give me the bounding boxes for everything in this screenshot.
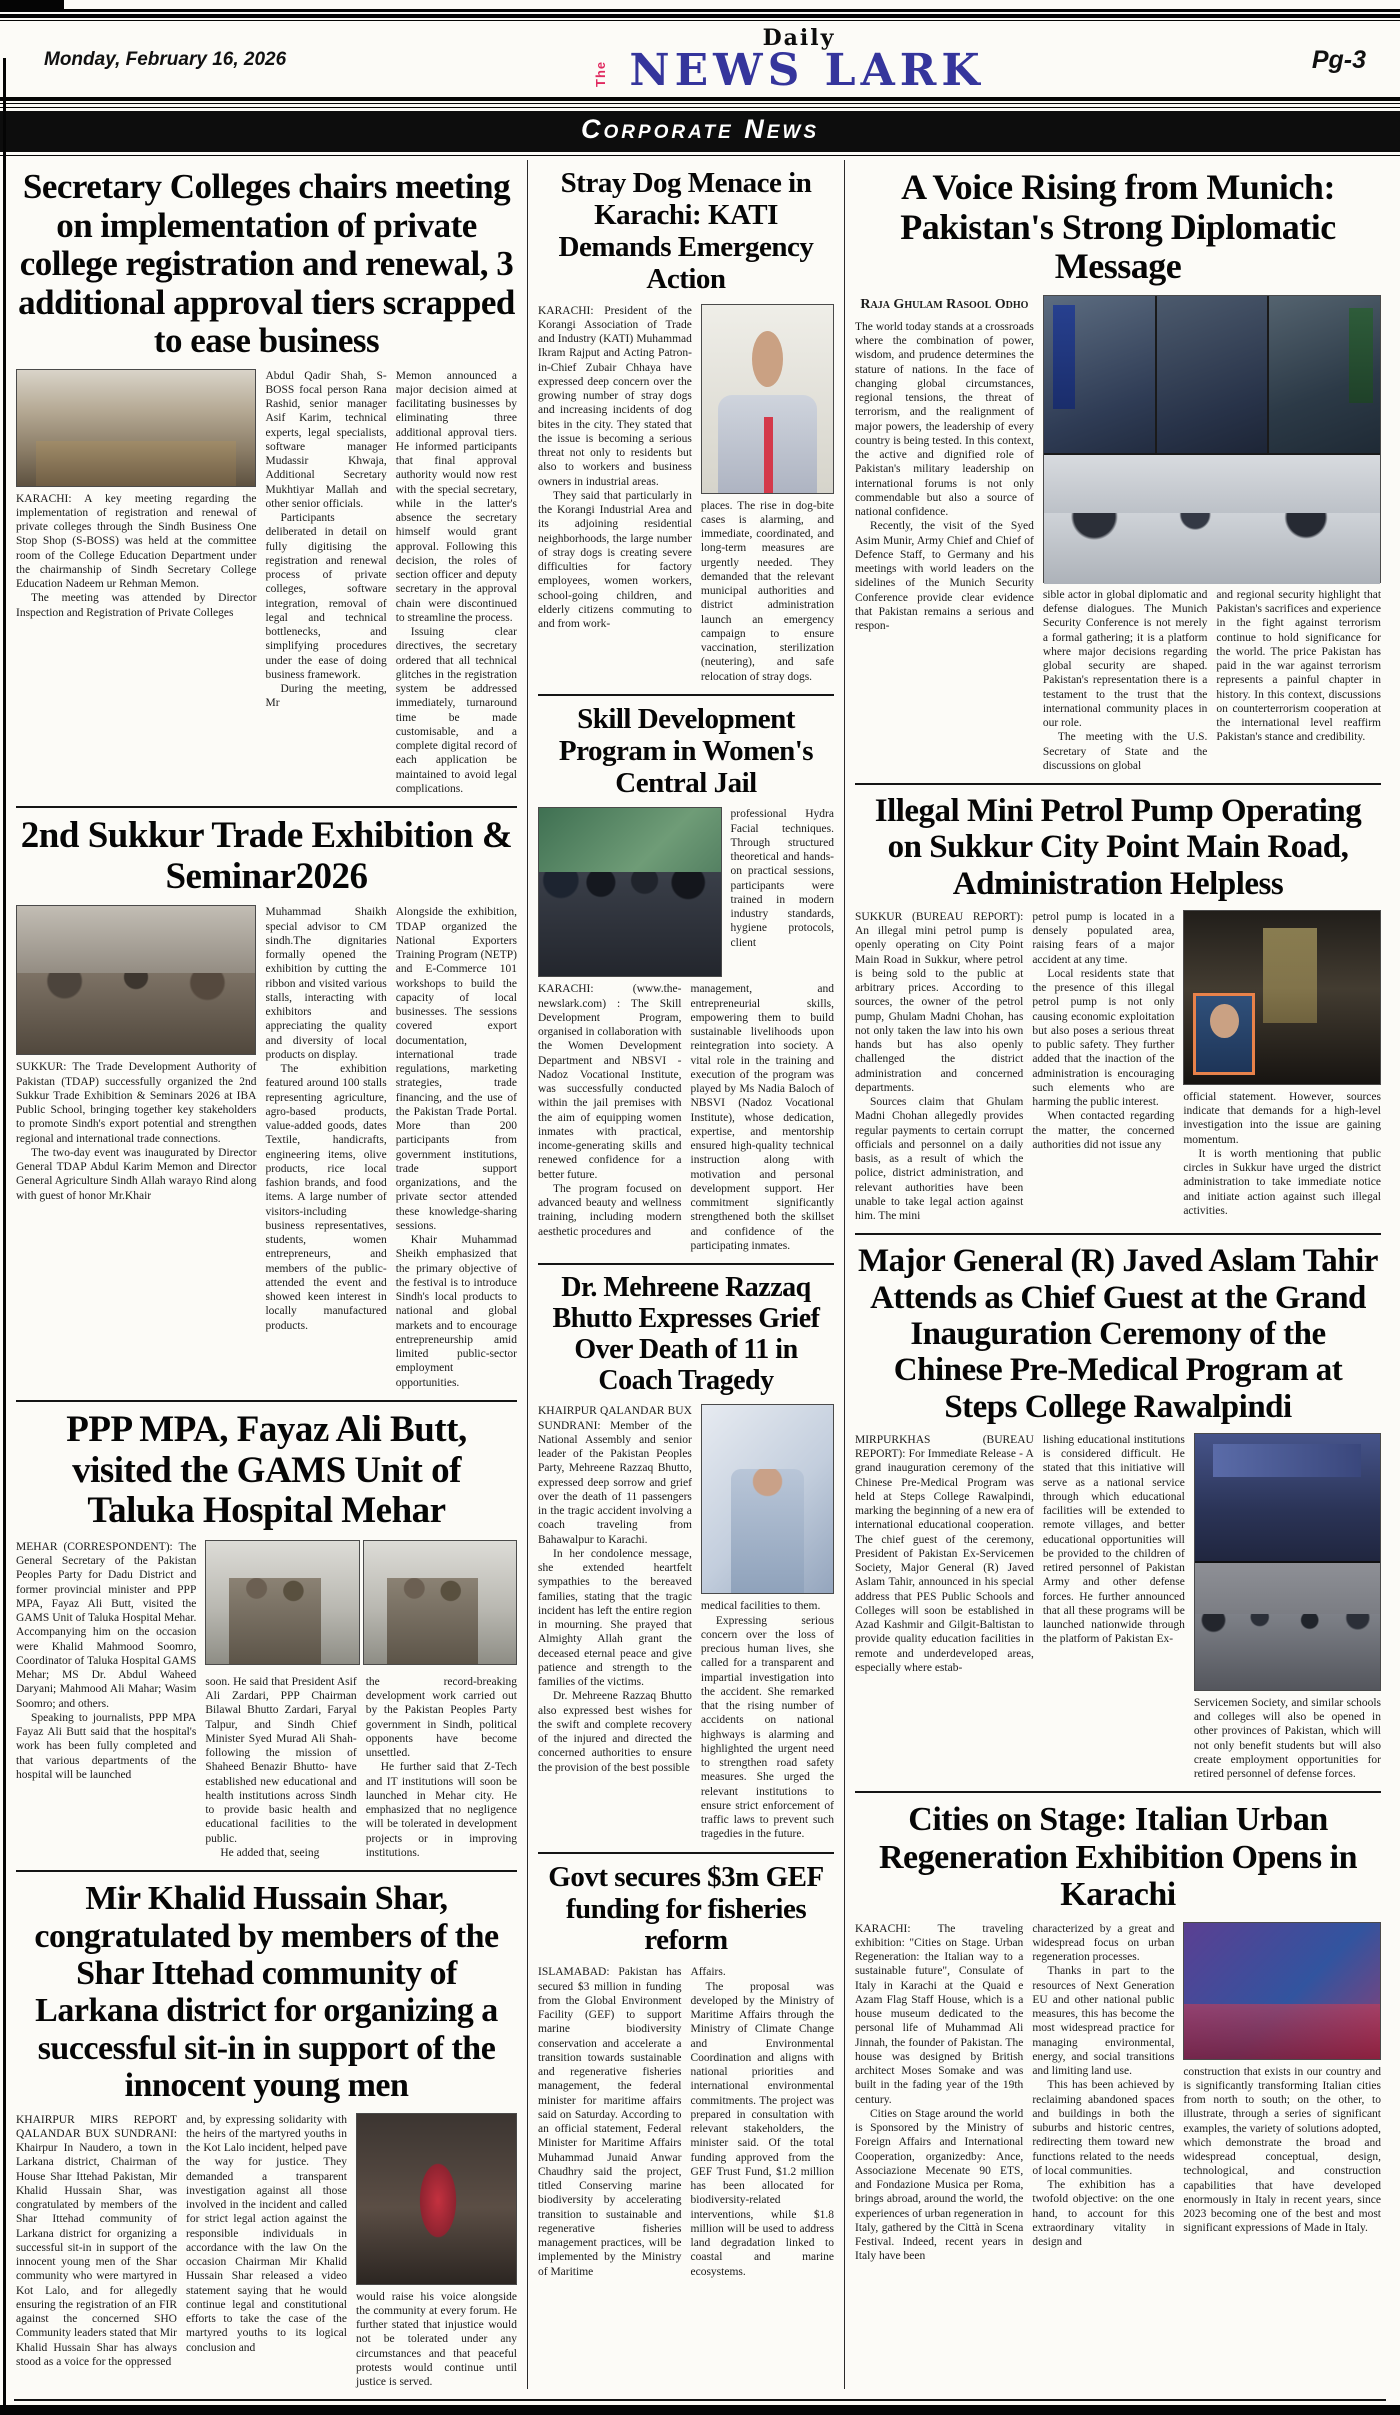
article-secretary-colleges <box>14 168 519 796</box>
article-text: medical facilities to them. Expressing serious concern over the loss of precious human lives, she called for a transparent and impartial investigation into the accident. She remarked that the rising number of accidents on national highways is alarming and highlighted the urgent need to strengthen road safety measures. She urged the relevant institutions to ensure strict enforcement of traffic laws to prevent such tragedies in the future. <box>700 1600 834 1841</box>
article-text: construction that exists in our country and is significantly transforming Italian cities from north to south; on the other, to illustrate, through a series of significant examples, the variety of solutions adopted, which demonstrate the broad and widespread conceptual, design, technological, and construction capabilities that have developed enormously in Italy in recent years, since 2023 becoming one of the best and most significant expressions of Made in Italy. <box>1183 2065 1381 2235</box>
article-divider <box>16 806 517 808</box>
headline: Cities on Stage: Italian Urban Regeneration Exhibition Opens in Karachi <box>878 1801 1357 1914</box>
article-text: Affairs. The proposal was developed by the Ministry of Maritime Affairs through the Ministry of Climate Change and Environmental Coordination and aligns with national priorities and international environmental commitments. The project was prepared in consultation with relevant stakeholders, the minister said. Of the total funding approved from the GEF Trust Fund, $1.2 million has been allocated for biodiversity-related interventions, while $1.8 million will be used to address land degradation linked to coastal and marine ecosystems. <box>690 1966 834 2278</box>
masthead-date: Monday, February 16, 2026 <box>44 49 287 70</box>
photo-hospital-visit-left <box>205 1540 359 1665</box>
article-cities-on-stage <box>853 1801 1383 2263</box>
photo-kati-president-portrait <box>701 304 834 494</box>
photo-delegation-meeting <box>1044 455 1380 584</box>
article-text: SUKKUR (BUREAU REPORT): An illegal mini petrol pump is openly operating on City Point Main Road in Sukkur, where petrol is being sold to the public at arbitrary prices. According to sources, the owner of the petrol pump, Ghulam Madni Chohan, has not only taken the law into his own hands but has also openly challenged the district administration and concerned departments. Sources claim that Ghulam Madni Chohan allegedly provides regular payments to certain corrupt officials and personnel on a daily basis, as a result of which the police, district administration, and relevant authorities have been unable to take legal action against him. The mini <box>855 910 1024 1223</box>
article-text: Muhammad Shaikh special advisor to CM sindh.The dignitaries formally opened the exhibition by cutting the ribbon and visited various stalls, interacting with exhibitors and appreciating the quality and diversity of local products on display. The exhibition featured around 100 stalls representing agriculture, agro-based products, value-added goods, dates Textile, handicrafts, engineering items, olive products, rice local fashion brands, and food items. A large number of visitors-including business representatives, students, women entrepreneurs, and members of the public-attended the event and showed keen interest in locally manufactured products. <box>265 906 387 1332</box>
photo-inauguration-banner <box>1195 1434 1380 1561</box>
logo-daily: Daily <box>762 25 836 51</box>
article-text: the record-breaking development work carried out by the Pakistan Peoples Party government in Sindh, political opponents have become unsettled. He further said that Z-Tech and IT institutions will soon be launched in Mehar city. He emphasized that no negligence will be tolerated in development projects or in improving institutions. <box>365 1675 518 1859</box>
masthead-rule-bottom <box>0 97 1400 104</box>
section-title: Corporate News <box>580 114 820 144</box>
headline: 2nd Sukkur Trade Exhibition & Seminar2026 <box>20 815 513 897</box>
article-divider <box>855 1791 1381 1793</box>
headline: Skill Development Program in Women's Central Jail <box>558 702 814 799</box>
article-stray-dog <box>536 168 836 684</box>
headline: Illegal Mini Petrol Pump Operating on Sukkur City Point Main Road, Administration Helpless <box>874 793 1362 902</box>
article-divider <box>855 1233 1381 1235</box>
article-text: Memon announced a major decision aimed at facilitating businesses by eliminating three additional approval tiers. He informed participants that final approval authority would now rest with the special secretary, while in the latter's absence the secretary himself would grant approval. Following this decision, the roles of section officer and deputy secretary in the approval chain were discontinued to streamline the process. Issuing clear directives, the secretary ordered that all technical glitches in the registration system be addressed immediately, turnaround time be made customisable, and a complete digital record of each application be maintained to avoid legal complications. <box>395 369 517 795</box>
photo-hospital-visit <box>205 1540 517 1665</box>
article-text: The world today stands at a crossroads where the combination of power, wisdom, and prudence determines the stature of nations. In the face of changing global circumstances, regional tensions, the threat of terrorism, and the realignment of major powers, the leadership of every country is being tested. In this context, the active and dignified role of Pakistan's military leadership on international forums is not only commendable but also a source of national confidence. Recently, the visit of the Syed Asim Munir, Army Chief and Chief of Defence Staff, to Germany and his meetings with world leaders on the sidelines of the Munich Security Conference provide clear evidence that Pakistan remains a serious and respon- <box>855 320 1034 633</box>
article-text: KARACHI: (www.the-newslark.com) : The Skill Development Program, organised in collaboration with the Women Development Department and NBSVI - Nadoz Vocational Institute, was successfully conducted within the jail premises with the aim of equipping women inmates with practical, income-generating skills and renewed confidence for a better future. The program focused on advanced beauty and wellness training, including modern aesthetic procedures and <box>538 983 682 1238</box>
article-javed-inauguration <box>853 1243 1383 1781</box>
article-text: lishing educational institutions is considered difficult. He stated that this initiative will serve as a national service through which educational facilities will be extended to remote villages, and better educational opportunities will be provided to the children of retired personnel of Pakistan Army and other defense forces. He further announced that all these programs will be launched nationwide through the platform of Pakistan Ex- <box>1042 1433 1185 1646</box>
scan-edge-bottom <box>0 2405 1400 2415</box>
article-sukkur-expo <box>14 816 519 1390</box>
photo-trade-exhibition-crowd <box>16 905 256 1055</box>
headline: Dr. Mehreene Razzaq Bhutto Expresses Grief Over Death of 11 in Coach Tragedy <box>552 1272 820 1396</box>
photo-college-meeting <box>16 369 256 487</box>
photo-handshake-officials <box>1157 296 1268 453</box>
article-text: Alongside the exhibition, TDAP organized the National Exporters Training Program (NETP) and E-Commerce 101 workshops to build the capacity of local businesses. The sessions covered export documentation, international trade regulations, marketing strategies, trade financing, and the use of the Pakistan Trade Portal. More than 200 participants from government institutions, trade support organizations, and the private sector attended these knowledge-sharing sessions. Khair Muhammad Sheikh emphasized that the primary objective of the festival is to introduce Sindh's local products to national and global markets and to encourage entrepreneurship amid limited public-sector employment opportunities. <box>395 906 517 1389</box>
page-columns <box>0 156 1400 2389</box>
article-text: KHAIRPUR QALANDAR BUX SUNDRANI: Member of the National Assembly and senior leader of the Pakistan Peoples Party, Mehreene Razzaq Bhutto, expressed deep sorrow and grief over the death of 11 passengers in the tragic accident involving a coach traveling from Bahawalpur to Karachi. In her condolence message, she extended heartfelt sympathies to the bereaved families, stating that the tragic incident has left the entire region in mourning. She prayed that Almighty Allah grant the deceased eternal peace and give patience and strength to the families of the victims. Dr. Mehreene Razzaq Bhutto also expressed best wishes for the swift and complete recovery of the injured and directed the concerned authorities to ensure the provision of the best possible <box>538 1405 692 1774</box>
column-left <box>14 160 519 2389</box>
byline: Raja Ghulam Rasool Odho <box>860 296 1029 312</box>
headline: Stray Dog Menace in Karachi: KATI Demands Emergency Action <box>558 167 814 295</box>
article-divider <box>538 1852 834 1854</box>
article-ppp-mpa-hospital <box>14 1410 519 1860</box>
article-text: places. The rise in dog-bite cases is alarming, and immediate, coordinated, and long-term measures are urgently needed. They demanded that the relevant municipal authorities and district administration launch an emergency campaign to ensure vaccination, sterilization (neutering), and safe relocation of stray dogs. <box>700 499 834 683</box>
article-text: Abdul Qadir Shah, S-BOSS focal person Rana Rashid, senior manager Asif Karim, technical experts, legal specialists, software manager Mudassir Khwaja, Additional Secretary Mukhtiyar Mallah and other senior officials. Participants deliberated in detail on fully digitising the registration and renewal process of private colleges, software integration, removal of legal and technical bottlenecks, and simplifying procedures under the ease of doing business framework. During the meeting, Mr <box>265 369 387 710</box>
photo-handshake-eu <box>1044 296 1155 453</box>
photo-owner-inset <box>1193 993 1255 1075</box>
column-rule <box>844 160 845 2389</box>
article-text: ISLAMABAD: Pakistan has secured $3 million in funding from the Global Environment Facility (GEF) to support marine biodiversity conservation and accelerate a transition towards sustainable and regenerative fisheries management, the federal minister for maritime affairs said on Saturday. According to an official statement, Federal Minister for Maritime Affairs Muhammad Junaid Anwar Chaudhry said the project, titled Conserving marine biodiversity by accelerating transition to sustainable and regenerative fisheries management practices, will be implemented by the Ministry of Maritime <box>538 1966 682 2278</box>
article-text: KARACHI: The traveling exhibition: "Cities on Stage. Urban Regeneration: the Italian way to a sustainable future", Consulate of Italy in Karachi at the Quaid e Azam Flag Staff House, which is a house museum dedicated to the personal life of Muhammad Ali Jinnah, the founder of Pakistan. The house was designed by British architect Moses Somake and was built in the fading year of the 19th century. Cities on Stage around the world is Sponsored by the Ministry of Foreign Affairs and International Cooperation, organizedby: Ance, Associazione Mecenate 90 ETS, and Fondazione Musica per Roma, brings abroad, around the world, the experiences of urban regeneration in Italy, gathered by the Città in Scena Festival. Indeed, recent years in Italy have been <box>855 1922 1024 2263</box>
column-middle <box>536 160 836 2389</box>
person-silhouette <box>752 331 783 387</box>
headline: Govt secures $3m GEF funding for fisheries reform <box>548 1860 824 1957</box>
article-divider <box>855 783 1381 785</box>
article-skill-jail <box>536 704 836 1253</box>
article-text: KARACHI: President of the Korangi Association of Trade and Industry (KATI) Muhammad Ikram Rajput and Acting Patron-in-Chief Zubair Chhaya have expressed deep concern over the growing number of stray dogs and increasing incidents of dog bites in the city. They stated that the issue is becoming a serious threat not only to residents but also to workers and business owners in industrial areas. They said that particularly in the Korangi Industrial Area and its adjoining residential neighborhoods, the large number of stray dogs is creating severe difficulties for factory employees, women workers, school-going children, and elderly citizens commuting to and from work- <box>538 304 692 631</box>
person-silhouette <box>764 417 773 492</box>
article-text: would raise his voice alongside the community at every forum. He further stated that injustice would not be tolerated under any circumstances and that peaceful protests would continue until justice is served. <box>356 2290 517 2389</box>
photo-steps-college-group <box>1194 1433 1381 1691</box>
article-mehreene-grief <box>536 1273 836 1841</box>
article-text: petrol pump is located in a densely populated area, raising fears of a major accident at any time. Local residents state that the presence of this illegal petrol pump is not only causing economic exploitation but also poses a serious threat to public safety. They further added that the inaction of the administration is encouraging such elements who are harming the public interest. When contacted regarding the matter, the concerned authorities did not issue any <box>1032 910 1175 1151</box>
logo-title: NEWS LARK <box>629 45 985 96</box>
article-text: MEHAR (CORRESPONDENT): The General Secretary of the Pakistan Peoples Party for Dadu District and former provincial minister and PPP MPA, Fayaz Ali Butt, visited the GAMS Unit of Taluka Hospital Mehar. Accompanying him on the occasion were Khalid Mahmood Soomro, Coordinator of Taluka Hospital GAMS Mehar; MS Dr. Abdul Waheed Daryani; Mahmood Ali Mahar; Wasim Soomro; and others. Speaking to journalists, PPP MPA Fayaz Ali Butt said that the hospital's work has been fully completed and that various departments of the hospital will be launched <box>16 1540 197 1781</box>
headline: PPP MPA, Fayaz Ali Butt, visited the GAMS Unit of Taluka Hospital Mehar <box>66 1408 467 1532</box>
article-text: soon. He said that President Asif Ali Zardari, PPP Chairman Bilawal Bhutto Zardari, Faryal Talpur, and Sindh Chief Minister Syed Murad Ali Shah-following the mission of Shaheed Benazir Bhutto- have established new educational and health institutions across Sindh to provide basic health and educational facilities to the public. He added that, seeing <box>205 1675 357 1859</box>
article-text: sible actor in global diplomatic and defense dialogues. The Munich Security Conference is not merely a formal gathering; it is a platform where major decisions regarding global security are shaped. Pakistan's representation there is a testament to the trust that the international community places in our role. The meeting with the U.S. Secretary of State and the discussions on global <box>1042 588 1208 772</box>
article-text: management, and entrepreneurial skills, empowering them to build sustainable livelihoods upon reintegration into society. A vital role in the training and execution of the program was played by Ms Nadia Baloch of NBSVI (Nadoz Vocational Institute), whose dedication, expertise, and mentorship ensured high-quality technical instruction along with motivation and personal development support. Her commitment significantly strengthened both the skillset and confidence of the participating inmates. <box>690 983 834 1252</box>
article-text: characterized by a great and widespread focus on urban regeneration processes. Thanks in part to the resources of Next Generation EU and other national public measures, this has become the most widespread practice for managing environmental, energy, and social transitions and limiting land use. This has been achieved by reclaiming abandoned spaces and buildings in both the suburbs and historic centres, redirecting them toward new functions related to the needs of local communities. The exhibition has a twofold objective: on the one hand, to account for this extraordinary vitality in design and <box>1032 1922 1175 2249</box>
article-text: Servicemen Society, and similar schools and colleges will also be opened in other provinces of Pakistan, which will not only benefit students but will also create employment opportunities for retired personnel of defense forces. <box>1193 1696 1381 1781</box>
photo-exhibition-stage <box>1183 1922 1381 2060</box>
article-text: and, by expressing solidarity with the heirs of the martyred youths in the Kot Lalo incident, helped pave the way for justice. They demanded a transparent investigation against all those involved in the incident and called for strict legal action against the responsible individuals in accordance with the law On the occasion Chairman Mir Khalid Hussain Shar released a video statement saying that he would continue legal and constitutional efforts to take the case of the martyred youths to its logical conclusion and <box>186 2113 347 2354</box>
article-gef-funding <box>536 1862 836 2279</box>
photo-munich-montage <box>1043 295 1381 583</box>
section-header <box>0 111 1400 152</box>
article-divider <box>16 1400 517 1402</box>
column-right <box>853 160 1383 2389</box>
newspaper-logo <box>593 25 985 96</box>
article-illegal-petrol-pump <box>853 793 1383 1223</box>
logo-the: The <box>593 60 609 87</box>
photo-mehreene-seated <box>701 1404 834 1594</box>
masthead-rule-top <box>0 14 1400 21</box>
article-text: SUKKUR: The Trade Development Authority of Pakistan (TDAP) successfully organized the 2nd Sukkur Trade Exhibition & Seminars 2026 at IBA Public School, bringing together key stakeholders to promote Sindh's export potential and strengthen regional and international trade connections. The two-day event was inaugurated by Director General TDAP Abdul Karim Memon and Director General Agriculture Sindh Allah warayo Rind along with guest of honor Mr.Khair <box>16 1061 257 1202</box>
photo-handshake-flags <box>1269 296 1380 453</box>
scan-edge-left <box>3 58 6 2405</box>
article-divider <box>538 694 834 696</box>
article-text: official statement. However, sources indicate that demands for a high-level investigation into the issue are gaining momentum. It is worth mentioning that public circles in Sukkur have urged the district administration to take immediate notice and initiate action against such illegal activities. <box>1183 1090 1381 1217</box>
column-rule <box>527 160 528 2389</box>
article-mir-khalid <box>14 1880 519 2389</box>
article-text: KHAIRPUR MIRS REPORT QALANDAR BUX SUNDRANI: Khairpur In Naudero, a town in Larkana district, Chairman of House Shar Ittehad Pakistan, Mir Khalid Hussain Shar, was congratulated by members of the Shar Ittehad community of Larkana district for organizing a successful sit-in in support of the innocent young men of the Shar community who were martyred in Kot Lalo, and for allegedly ensuring the registration of an FIR against the concerned SHO Community leaders stated that Mir Khalid Hussain Shar has always stood as a voice for the oppressed <box>16 2113 177 2368</box>
photo-garlanded-chairman <box>356 2113 517 2285</box>
photo-group-outdoor <box>1195 1563 1380 1690</box>
photo-jail-program-group <box>538 807 722 977</box>
scan-edge-corner <box>0 0 64 11</box>
article-divider <box>538 1263 834 1265</box>
headline: Secretary Colleges chairs meeting on implementation of private college registration and renewal, 3 additional approval tiers scrapped to ease business <box>18 167 515 360</box>
headline: Major General (R) Javed Aslam Tahir Attends as Chief Guest at the Grand Inauguration Ceremony of the Chinese Pre-Medical Program at Steps College Rawalpindi <box>858 1243 1378 1425</box>
bottom-rule <box>14 2399 1386 2401</box>
article-munich-voice <box>853 168 1383 773</box>
page-number: Pg-3 <box>1311 45 1366 74</box>
top-rule <box>0 9 1400 12</box>
article-text: MIRPURKHAS (BUREAU REPORT): For Immediate Release - A grand inauguration ceremony of the Chinese Pre-Medical Program was held at Steps College Rawalpindi, marking the beginning of a new era of international educational cooperation. The chief guest of the ceremony, President of Pakistan Ex-Servicemen Society, Major General (R) Javed Aslam Tahir, announced in his special address that PES Public Schools and Colleges will soon be established in Azad Kashmir and Gilgit-Baltistan to provide quality education facilities in remote and underdeveloped areas, especially where estab- <box>855 1433 1034 1674</box>
article-divider <box>16 1870 517 1872</box>
article-text: KARACHI: A key meeting regarding the implementation of registration and renewal of private colleges through the Sindh Business One Stop Shop (S-BOSS) was held at the committee room of the College Education Department under the chairmanship of Sindh Secretary College Education Nadeem ur Rehman Memon. The meeting was attended by Director Inspection and Registration of Private Colleges <box>16 492 257 619</box>
photo-hospital-visit-right <box>363 1540 517 1665</box>
article-text: professional Hydra Facial techniques. Through structured theoretical and hands-on practical sessions, participants were trained in modern industry standards, hygiene protocols, client <box>730 808 834 949</box>
section-bar-frame <box>0 107 1400 156</box>
masthead <box>0 23 1400 95</box>
headline: Mir Khalid Hussain Shar, congratulated by members of the Shar Ittehad community of Larkana district for organizing a successful sit-in in support of the innocent young men <box>34 1880 499 2105</box>
article-text: and regional security highlight that Pakistan's sacrifices and experience in the fight against terrorism continue to hold significance for the world. The price Pakistan has paid in the war against terrorism represents a painful chapter in history. In this context, discussions on counterterrorism cooperation at the international level reaffirm Pakistan's stance and credibility. <box>1216 588 1382 744</box>
headline: A Voice Rising from Munich: Pakistan's Strong Diplomatic Message <box>900 167 1336 287</box>
photo-petrol-pump-night <box>1183 910 1381 1085</box>
